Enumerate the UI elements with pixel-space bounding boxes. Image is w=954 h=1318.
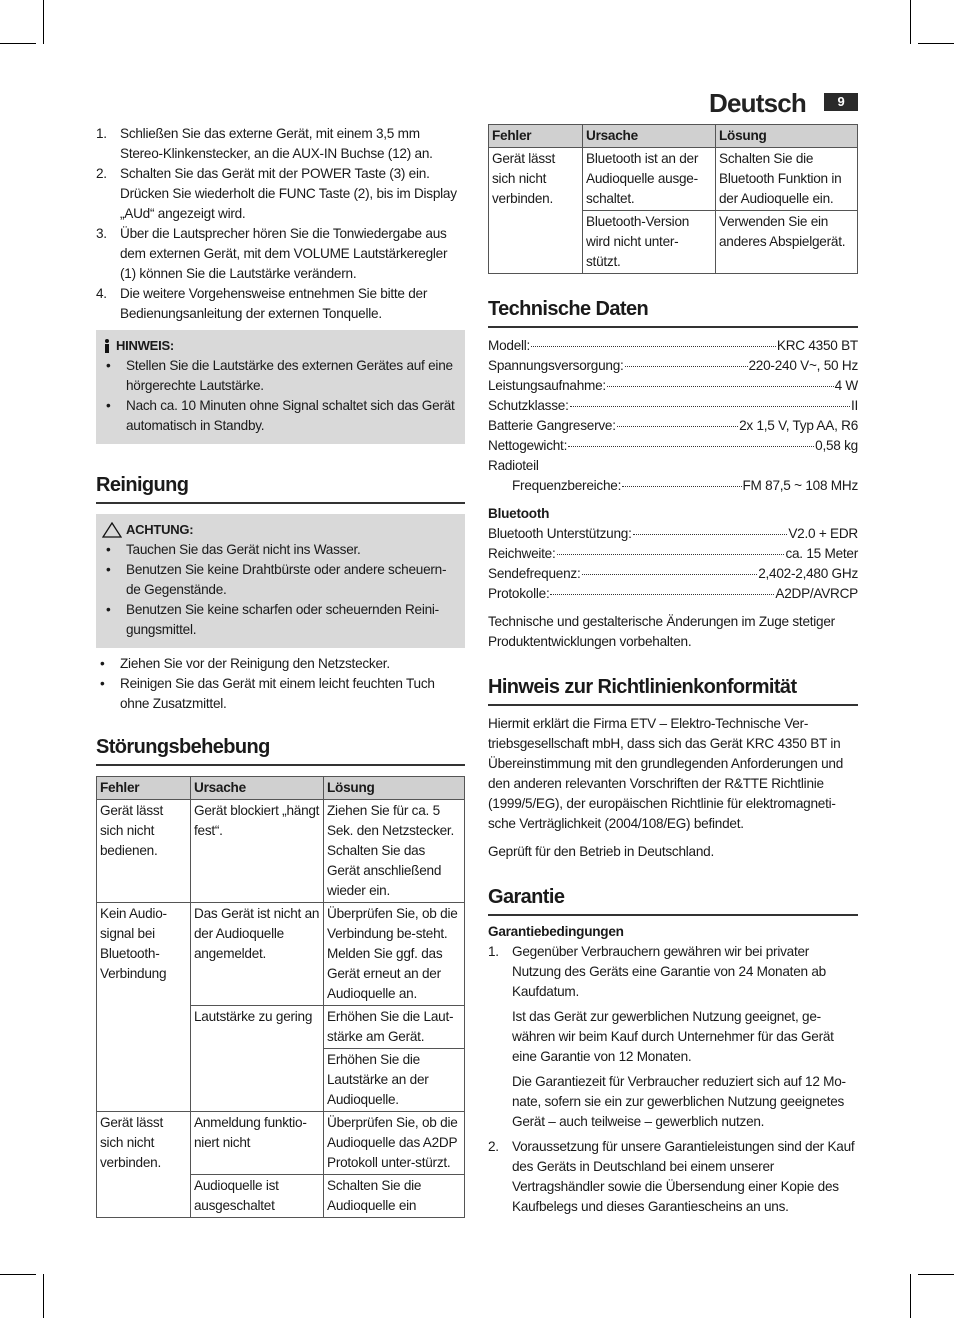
crop-mark xyxy=(43,1274,44,1318)
spec-value: 0,58 kg xyxy=(815,438,858,453)
spec-row xyxy=(488,436,858,456)
radio-label: Radioteil xyxy=(488,458,539,473)
language-title: Deutsch xyxy=(709,88,806,118)
loesung-cell: Schalten Sie die Audioquelle ein xyxy=(324,1175,465,1218)
garantie-heading: Garantie xyxy=(488,884,858,916)
garantie-paragraph: Ist das Gerät zur gewerblichen Nutzung geeignet, ge-währen wir beim Kauf durch Unternehmer für das Gerät eine Garantie von 12 Monaten. xyxy=(512,1009,834,1064)
garantie-list xyxy=(488,942,858,1217)
spec-value: KRC 4350 BT xyxy=(776,338,858,353)
technische-daten-note: Technische und gestalterische Änderungen im Zuge stetiger Produktentwicklungen vorbehalten. xyxy=(488,614,835,649)
garantie-paragraph: Gegenüber Verbrauchern gewähren wir bei privater Nutzung des Geräts eine Garantie von 24 Monaten ab Kaufdatum. xyxy=(512,944,826,999)
spec-label: Leistungsaufnahme: xyxy=(488,378,606,393)
step-number: 1. xyxy=(96,126,107,141)
bluetooth-label: Bluetooth xyxy=(488,506,550,521)
column-header: Fehler xyxy=(97,777,191,800)
spec-row xyxy=(488,376,858,396)
spec-label: Spannungsversorgung: xyxy=(488,358,624,373)
left-column xyxy=(96,124,465,1218)
item-number: 1. xyxy=(488,944,499,959)
list-item: • Stellen Sie die Lautstärke des externen Gerätes auf eine hörgerechte Lautstärke. xyxy=(102,356,459,396)
hinweis-title xyxy=(102,336,459,356)
list-item: • Benutzen Sie keine scharfen oder scheuernden Reini-gungsmittel. xyxy=(102,600,459,640)
list-item: • Ziehen Sie vor der Reinigung den Netzstecker. xyxy=(96,654,465,674)
spec-value: II xyxy=(850,398,858,413)
spec-row xyxy=(488,396,858,416)
crop-mark xyxy=(918,1274,954,1275)
step-number: 2. xyxy=(96,166,107,181)
richtlinie-checked: Geprüft für den Betrieb in Deutschland. xyxy=(488,844,715,859)
aux-steps-list xyxy=(96,124,465,324)
garantie-paragraph: Die Garantiezeit für Verbraucher reduziert sich auf 12 Mo-nate, sofern sie ein zur gewerblichen Nutzung geeignetes Gerät – auch teilweise – gewerblich nutzen. xyxy=(512,1074,846,1129)
list-item: • Tauchen Sie das Gerät nicht ins Wasser. xyxy=(102,540,459,560)
loesung-cell: Überprüfen Sie, ob die Verbindung be-steht. Melden Sie ggf. das Gerät erneut an der Audioquelle an. xyxy=(324,903,465,1006)
page-header xyxy=(700,88,858,118)
spec-value: 220-240 V~, 50 Hz xyxy=(748,358,858,373)
richtlinie-text: Hiermit erklärt die Firma ETV – Elektro-Technische Ver-triebsgesellschaft mbH, dass sich das Gerät KRC 4350 BT in Übereinstimmung mit den grundlegenden Anforderungen und den anderen relevanten Vorschriften der R&TTE Richtlinie (1999/5/EG), der europäischen Richtlinie für elektromagneti-sche Verträglichkeit (2004/108/EG) befindet. xyxy=(488,716,844,831)
crop-mark xyxy=(910,1274,911,1318)
list-item xyxy=(488,1137,858,1217)
column-header: Ursache xyxy=(583,125,716,148)
table-row xyxy=(97,800,465,903)
page-number: 9 xyxy=(824,93,858,111)
troubleshooting-table xyxy=(96,776,465,1218)
table-row xyxy=(97,903,465,1006)
ursache-cell: Gerät blockiert „hängt fest“. xyxy=(191,800,324,903)
ursache-cell: Lautstärke zu gering xyxy=(191,1006,324,1112)
spec-label: Sendefrequenz: xyxy=(488,566,581,581)
spec-label: Modell: xyxy=(488,338,531,353)
list-item xyxy=(96,164,465,224)
info-icon xyxy=(102,339,112,353)
achtung-title xyxy=(102,520,459,540)
fehler-cell: Kein Audio-signal bei Bluetooth-Verbindung xyxy=(97,903,191,1112)
fehler-cell: Gerät lässt sich nicht verbinden. xyxy=(489,148,583,274)
loesung-cell: Überprüfen Sie, ob die Audioquelle das A2DP Protokoll unter-stürzt. xyxy=(324,1112,465,1175)
spec-label: Reichweite: xyxy=(488,546,556,561)
spec-value: V2.0 + EDR xyxy=(788,526,858,541)
spec-row xyxy=(488,544,858,564)
achtung-box xyxy=(96,514,465,648)
loesung-cell: Verwenden Sie ein anderes Abspielgerät. xyxy=(716,211,858,274)
spec-value: 2x 1,5 V, Typ AA, R6 xyxy=(739,418,858,433)
table-header-row xyxy=(97,777,465,800)
technische-daten-heading: Technische Daten xyxy=(488,296,858,328)
spec-label: Frequenzbereiche: xyxy=(512,478,622,493)
hinweis-box xyxy=(96,330,465,444)
spec-row xyxy=(488,584,858,604)
ursache-cell: Audioquelle ist ausgeschaltet xyxy=(191,1175,324,1218)
crop-mark xyxy=(910,0,911,44)
table-header-row xyxy=(489,125,858,148)
reinigung-heading: Reinigung xyxy=(96,472,465,504)
spec-label: Protokolle: xyxy=(488,586,550,601)
list-item: • Reinigen Sie das Gerät mit einem leicht feuchten Tuch ohne Zusatzmittel. xyxy=(96,674,465,714)
warning-icon xyxy=(102,522,122,538)
table-row xyxy=(489,148,858,211)
garantie-subheading: Garantiebedingungen xyxy=(488,924,624,939)
richtlinie-heading: Hinweis zur Richtlinienkonformität xyxy=(488,674,858,706)
spec-list xyxy=(488,336,858,604)
stoerung-heading: Störungsbehebung xyxy=(96,734,465,766)
spec-value: 4 W xyxy=(834,378,858,393)
loesung-cell: Schalten Sie die Bluetooth Funktion in der Audioquelle ein. xyxy=(716,148,858,211)
step-text: Die weitere Vorgehensweise entnehmen Sie bitte der Bedienungsanleitung der externen Tonquelle. xyxy=(120,286,428,321)
loesung-cell: Erhöhen Sie die Lautstärke an der Audioquelle. xyxy=(324,1049,465,1112)
list-item xyxy=(96,124,465,164)
loesung-cell: Ziehen Sie für ca. 5 Sek. den Netzstecker. Schalten Sie das Gerät anschließend wieder ein. xyxy=(324,800,465,903)
spec-label: Batterie Gangreserve: xyxy=(488,418,616,433)
step-number: 3. xyxy=(96,226,107,241)
spec-row xyxy=(488,416,858,436)
list-item xyxy=(96,284,465,324)
spec-value: 2,402-2,480 GHz xyxy=(758,566,858,581)
step-text: Schalten Sie das Gerät mit der POWER Taste (3) ein. Drücken Sie wiederholt die FUNC Taste (2), bis im Display „AUd“ angezeigt wird. xyxy=(120,166,457,221)
spec-label: Nettogewicht: xyxy=(488,438,568,453)
spec-value: A2DP/AVRCP xyxy=(775,586,858,601)
garantie-paragraph: Voraussetzung für unsere Garantieleistungen sind der Kauf des Geräts in Deutschland bei einem unserer Vertragshändler sowie die Übersendung einer Kopie des Kaufbelegs und dieses Garantiescheins an uns. xyxy=(512,1139,855,1214)
ursache-cell: Bluetooth-Version wird nicht unter-stützt. xyxy=(583,211,716,274)
spec-value: ca. 15 Meter xyxy=(785,546,858,561)
list-item xyxy=(488,942,858,1132)
spec-value: FM 87,5 ~ 108 MHz xyxy=(742,478,858,493)
list-item: • Nach ca. 10 Minuten ohne Signal schaltet sich das Gerät automatisch in Standby. xyxy=(102,396,459,436)
crop-mark xyxy=(43,0,44,44)
column-header: Ursache xyxy=(191,777,324,800)
crop-mark xyxy=(0,43,36,44)
spec-row xyxy=(488,524,858,544)
spec-row xyxy=(488,336,858,356)
fehler-cell: Gerät lässt sich nicht verbinden. xyxy=(97,1112,191,1218)
step-text: Über die Lautsprecher hören Sie die Tonwiedergabe aus dem externen Gerät, mit dem VOLUME Lautstärkeregler (1) können Sie die Lautstärke verändern. xyxy=(120,226,448,281)
right-column xyxy=(488,124,858,1217)
table-row xyxy=(97,1112,465,1175)
spec-row xyxy=(488,476,858,496)
step-number: 4. xyxy=(96,286,107,301)
achtung-title-text: ACHTUNG: xyxy=(126,522,194,537)
spec-label: Schutzklasse: xyxy=(488,398,569,413)
column-header: Fehler xyxy=(489,125,583,148)
column-header: Lösung xyxy=(716,125,858,148)
ursache-cell: Anmeldung funktio-niert nicht xyxy=(191,1112,324,1175)
hinweis-title-text: HINWEIS: xyxy=(116,338,174,353)
spec-row xyxy=(488,564,858,584)
list-item xyxy=(96,224,465,284)
spec-row xyxy=(488,356,858,376)
item-number: 2. xyxy=(488,1139,499,1154)
loesung-cell: Erhöhen Sie die Laut-stärke am Gerät. xyxy=(324,1006,465,1049)
step-text: Schließen Sie das externe Gerät, mit einem 3,5 mm Stereo-Klinkenstecker, an die AUX-IN Buchse (12) an. xyxy=(120,126,433,161)
fehler-cell: Gerät lässt sich nicht bedienen. xyxy=(97,800,191,903)
crop-mark xyxy=(918,43,954,44)
ursache-cell: Das Gerät ist nicht an der Audioquelle angemeldet. xyxy=(191,903,324,1006)
troubleshooting-table-continued xyxy=(488,124,858,274)
crop-mark xyxy=(0,1274,36,1275)
list-item: • Benutzen Sie keine Drahtbürste oder andere scheuern-de Gegenstände. xyxy=(102,560,459,600)
spec-label: Bluetooth Unterstützung: xyxy=(488,526,632,541)
column-header: Lösung xyxy=(324,777,465,800)
ursache-cell: Bluetooth ist an der Audioquelle ausge-schaltet. xyxy=(583,148,716,211)
reinigung-list xyxy=(96,654,465,714)
